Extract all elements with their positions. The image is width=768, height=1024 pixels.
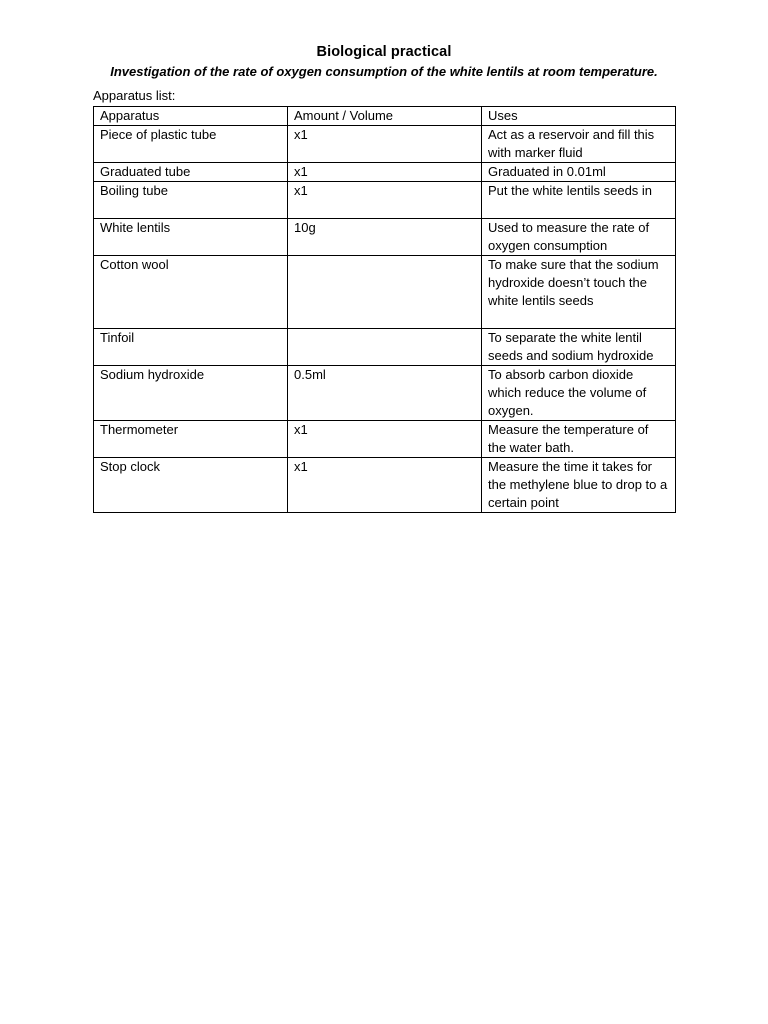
cell-amount: 0.5ml [288,366,482,421]
table-row [94,219,676,256]
cell-uses: To make sure that the sodium hydroxide doesn’t touch the white lentils seeds [482,256,676,329]
cell-uses: Graduated in 0.01ml [482,163,676,182]
table-row [94,366,676,421]
cell-uses: Act as a reservoir and fill this with marker fluid [482,126,676,163]
apparatus-list-label: Apparatus list: [93,88,176,103]
table-row [94,182,676,219]
cell-uses: Measure the temperature of the water bath. [482,421,676,458]
cell-uses: To separate the white lentil seeds and sodium hydroxide [482,329,676,366]
table-row [94,256,676,329]
cell-apparatus: Boiling tube [94,182,288,219]
table-row [94,329,676,366]
cell-amount: x1 [288,163,482,182]
apparatus-table [93,106,676,513]
cell-amount: 10g [288,219,482,256]
cell-amount [288,256,482,329]
header-apparatus: Apparatus [94,107,288,126]
cell-apparatus: Sodium hydroxide [94,366,288,421]
header-uses: Uses [482,107,676,126]
cell-apparatus: White lentils [94,219,288,256]
header-amount-volume: Amount / Volume [288,107,482,126]
cell-amount: x1 [288,126,482,163]
cell-uses: To absorb carbon dioxide which reduce the volume of oxygen. [482,366,676,421]
cell-apparatus: Stop clock [94,458,288,513]
cell-amount: x1 [288,182,482,219]
table-row [94,126,676,163]
table-header-row [94,107,676,126]
cell-amount [288,329,482,366]
cell-apparatus: Thermometer [94,421,288,458]
table-row [94,458,676,513]
page-title: Biological practical [316,44,452,60]
cell-uses: Measure the time it takes for the methylene blue to drop to a certain point [482,458,676,513]
cell-amount: x1 [288,458,482,513]
cell-apparatus: Graduated tube [94,163,288,182]
cell-uses: Used to measure the rate of oxygen consumption [482,219,676,256]
page-subtitle: Investigation of the rate of oxygen consumption of the white lentils at room temperature. [110,64,658,79]
cell-apparatus: Tinfoil [94,329,288,366]
cell-apparatus: Cotton wool [94,256,288,329]
cell-amount: x1 [288,421,482,458]
table-row [94,421,676,458]
cell-uses: Put the white lentils seeds in [482,182,676,219]
table-row [94,163,676,182]
cell-apparatus: Piece of plastic tube [94,126,288,163]
